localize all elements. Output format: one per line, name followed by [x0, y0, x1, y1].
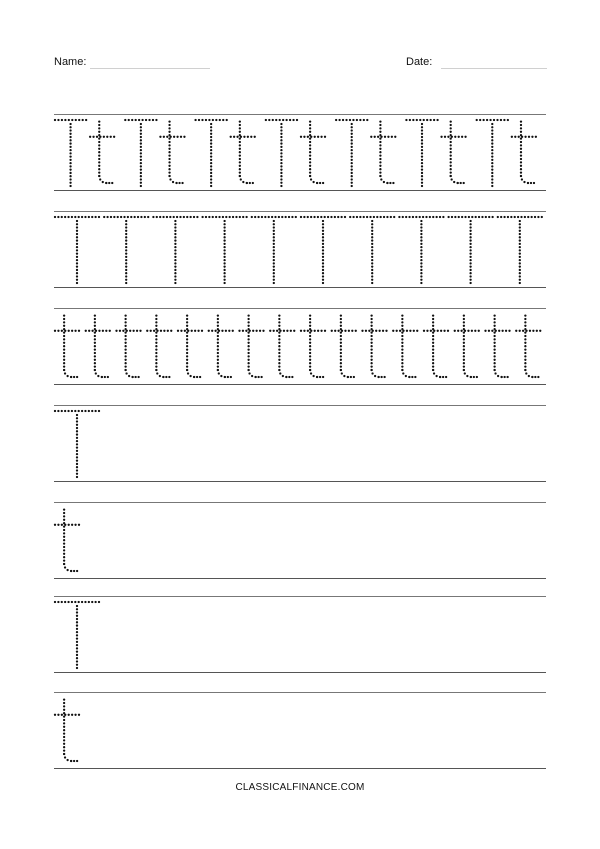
dotted-lowercase-t — [515, 314, 541, 378]
dotted-uppercase-t — [476, 119, 509, 187]
dotted-lowercase-t — [159, 120, 185, 184]
dotted-uppercase-t — [54, 410, 100, 478]
name-blank-line[interactable] — [90, 68, 210, 69]
dotted-lowercase-t — [300, 314, 326, 378]
dotted-uppercase-t — [251, 216, 297, 284]
dotted-uppercase-t — [447, 216, 493, 284]
row-baseline-rule — [54, 578, 546, 579]
row-baseline-rule — [54, 384, 546, 385]
dotted-lowercase-t — [54, 314, 80, 378]
dotted-lowercase-t — [177, 314, 203, 378]
dotted-lowercase-t — [238, 314, 264, 378]
dotted-uppercase-t — [398, 216, 444, 284]
date-blank-line[interactable] — [441, 68, 547, 69]
dotted-lowercase-t — [54, 508, 80, 572]
dotted-lowercase-t — [89, 120, 115, 184]
dotted-lowercase-t — [115, 314, 141, 378]
footer-website: CLASSICALFINANCE.COM — [235, 782, 365, 793]
dotted-lowercase-t — [423, 314, 449, 378]
dotted-lowercase-t — [269, 314, 295, 378]
dotted-uppercase-t — [54, 216, 100, 284]
dotted-lowercase-t — [454, 314, 480, 378]
dotted-uppercase-t — [497, 216, 543, 284]
row-baseline-rule — [54, 190, 546, 191]
dotted-uppercase-t — [124, 119, 157, 187]
dotted-lowercase-t — [370, 120, 396, 184]
dotted-lowercase-t — [54, 698, 80, 762]
dotted-uppercase-t — [335, 119, 368, 187]
dotted-lowercase-t — [440, 120, 466, 184]
row-baseline-rule — [54, 481, 546, 482]
tracing-row[interactable] — [0, 596, 600, 672]
date-label: Date: — [406, 56, 433, 68]
dotted-uppercase-t — [265, 119, 298, 187]
dotted-lowercase-t — [146, 314, 172, 378]
tracing-row[interactable] — [0, 692, 600, 768]
tracing-row[interactable] — [0, 308, 600, 384]
dotted-uppercase-t — [54, 601, 100, 669]
dotted-lowercase-t — [230, 120, 256, 184]
tracing-row[interactable] — [0, 405, 600, 481]
dotted-uppercase-t — [152, 216, 198, 284]
dotted-lowercase-t — [484, 314, 510, 378]
dotted-lowercase-t — [511, 120, 537, 184]
dotted-lowercase-t — [85, 314, 111, 378]
dotted-uppercase-t — [103, 216, 149, 284]
dotted-lowercase-t — [392, 314, 418, 378]
dotted-lowercase-t — [300, 120, 326, 184]
row-baseline-rule — [54, 287, 546, 288]
dotted-uppercase-t — [201, 216, 247, 284]
dotted-uppercase-t — [300, 216, 346, 284]
dotted-uppercase-t — [349, 216, 395, 284]
dotted-uppercase-t — [54, 119, 87, 187]
dotted-lowercase-t — [331, 314, 357, 378]
tracing-row[interactable] — [0, 114, 600, 190]
row-baseline-rule — [54, 768, 546, 769]
dotted-uppercase-t — [194, 119, 227, 187]
dotted-lowercase-t — [208, 314, 234, 378]
dotted-lowercase-t — [361, 314, 387, 378]
row-baseline-rule — [54, 672, 546, 673]
name-label: Name: — [54, 56, 87, 68]
tracing-row[interactable] — [0, 211, 600, 287]
tracing-row[interactable] — [0, 502, 600, 578]
dotted-uppercase-t — [405, 119, 438, 187]
